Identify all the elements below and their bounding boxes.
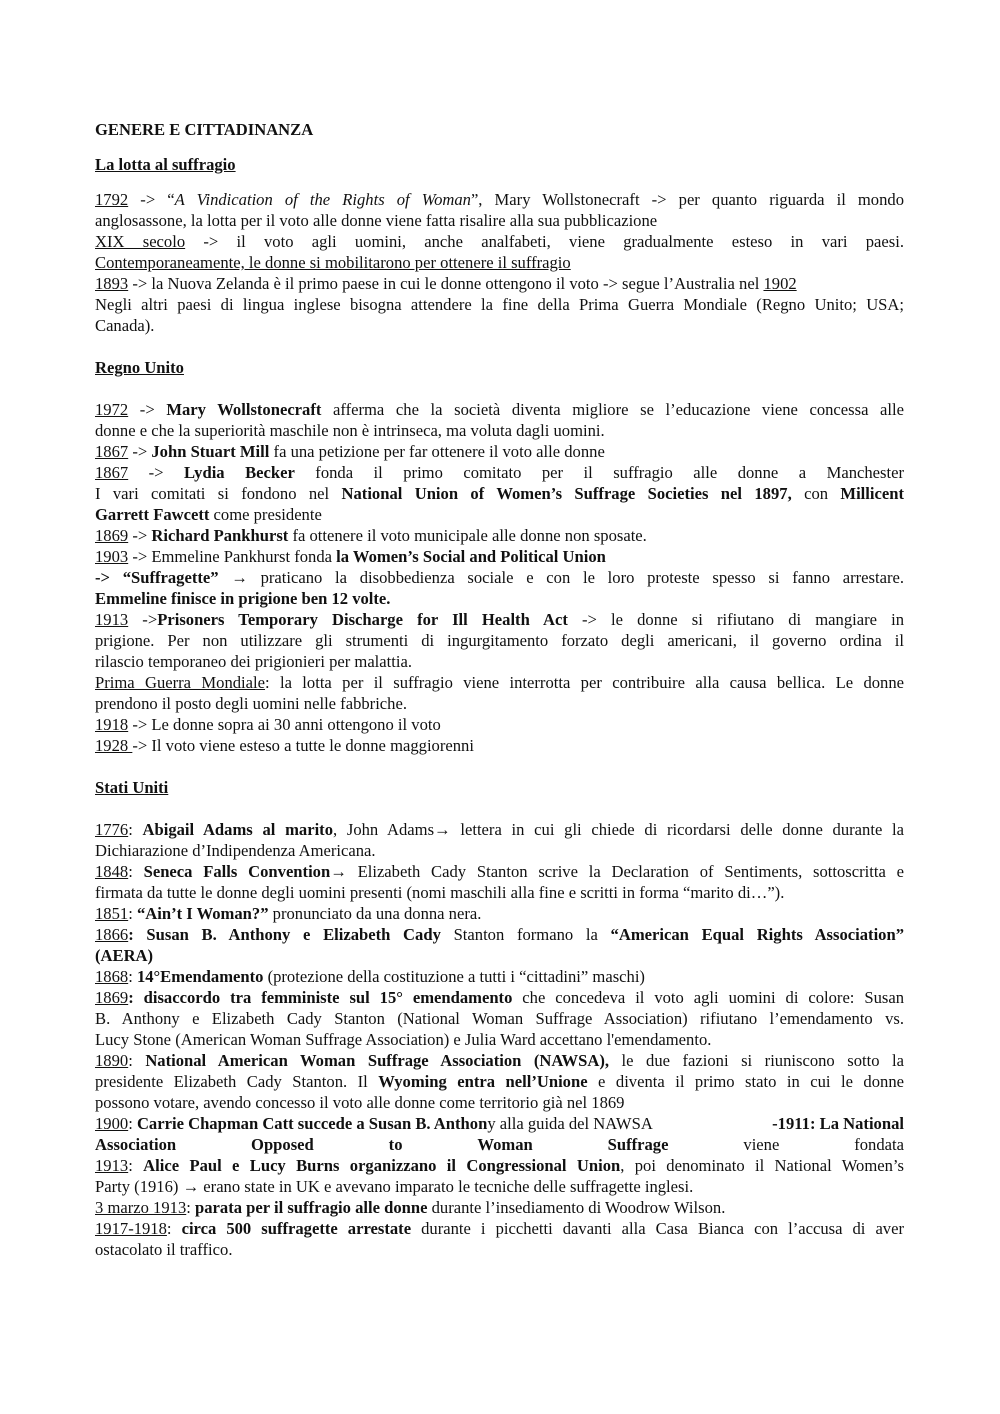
paragraph-line: XIX secolo -> il voto agli uomini, anche analfabeti, viene gradualmente esteso in vari paesi. — [95, 232, 904, 251]
paragraph-line: 1890: National American Woman Suffrage Association (NAWSA), le due fazioni si riuniscono sotto la — [95, 1051, 904, 1070]
paragraph-line: prigione. Per non utilizzare gli strumenti di ingurgitamento forzato degli americani, il governo ordina il — [95, 631, 904, 650]
paragraph-line: 1866: Susan B. Anthony e Elizabeth Cady Stanton formano la “American Equal Rights Association” — [95, 925, 905, 944]
paragraph-line: anglosassone, la lotta per il voto alle donne viene fatta risalire alla sua pubblicazione — [95, 211, 658, 230]
paragraph-line: 3 marzo 1913: parata per il suffragio alle donne durante l’insediamento di Woodrow Wilson. — [95, 1198, 726, 1217]
paragraph-line: 1867 -> Lydia Becker fonda il primo comitato per il suffragio alle donne a Manchester — [95, 463, 904, 482]
paragraph-line: possono votare, avendo concesso il voto alle donne come territorio già nel 1869 — [95, 1093, 625, 1112]
paragraph-line: 1913 ->Prisoners Temporary Discharge for Ill Health Act -> le donne si rifiutano di mangiare in — [95, 610, 905, 629]
paragraph-line: presidente Elizabeth Cady Stanton. Il Wyoming entra nell’Unione e diventa il primo stato in cui le donne — [95, 1072, 904, 1091]
paragraph-line: -> “Suffragette” → praticano la disobbedienza sociale e con le loro proteste spesso si fanno arrestare. — [95, 568, 904, 587]
paragraph-line: 1792 -> “A Vindication of the Rights of Woman”, Mary Wollstonecraft -> per quanto riguarda il mondo — [95, 190, 904, 209]
paragraph-line: Lucy Stone (American Woman Suffrage Association) e Julia Ward accettano l'emendamento. — [95, 1030, 712, 1049]
paragraph-line: 1918 -> Le donne sopra ai 30 anni ottengono il voto — [95, 715, 441, 734]
paragraph-line: B. Anthony e Elizabeth Cady Stanton (National Woman Suffrage Association) rifiutano l’emendamento vs. — [95, 1009, 904, 1028]
paragraph-line: ostacolato il traffico. — [95, 1240, 233, 1259]
paragraph-line: 1869: disaccordo tra femministe sul 15° emendamento che concedeva il voto agli uomini di colore: Susan — [95, 988, 904, 1007]
paragraph-line: 1903 -> Emmeline Pankhurst fonda la Women’s Social and Political Union — [95, 547, 606, 566]
paragraph-line: firmata da tutte le donne degli uomini presenti (nomi maschili alla fine e scritti in forma “marito di…”). — [95, 883, 785, 902]
paragraph-line: 1893 -> la Nuova Zelanda è il primo paese in cui le donne ottengono il voto -> segue l’Australia nel 1902 — [95, 274, 797, 293]
paragraph-line: rilascio temporaneo dei prigionieri per malattia. — [95, 652, 413, 671]
document-title: GENERE E CITTADINANZA — [95, 120, 314, 139]
paragraph-line: 1869 -> Richard Pankhurst fa ottenere il voto municipale alle donne non sposate. — [95, 526, 647, 545]
paragraph-line: 1972 -> Mary Wollstonecraft afferma che la società diventa migliore se l’educazione viene concessa alle — [95, 400, 904, 419]
paragraph-line: 1900: Carrie Chapman Catt succede a Susan B. Anthony alla guida del NAWSA -1911: La National — [95, 1114, 904, 1133]
paragraph-line: Negli altri paesi di lingua inglese bisogna attendere la fine della Prima Guerra Mondiale (Regno Unito; USA; — [95, 295, 904, 314]
paragraph-line: 1776: Abigail Adams al marito, John Adams→ lettera in cui gli chiede di ricordarsi delle donne durante la — [95, 820, 904, 839]
document-body — [95, 119, 904, 1260]
paragraph-line: Dichiarazione d’Indipendenza Americana. — [95, 841, 376, 860]
paragraph-line: Emmeline finisce in prigione ben 12 volte. — [95, 589, 391, 608]
section-heading-regno-unito: Regno Unito — [95, 358, 184, 377]
paragraph-line: Party (1916) → erano state in UK e avevano imparato le tecniche delle suffragette inglesi. — [95, 1177, 694, 1196]
paragraph-line: I vari comitati si fondono nel National Union of Women’s Suffrage Societies nel 1897, con Millicent — [95, 484, 904, 503]
paragraph-line: Prima Guerra Mondiale: la lotta per il suffragio viene interrotta per contribuire alla causa bellica. Le donne — [95, 673, 905, 692]
paragraph-line: donne e che la superiorità maschile non è intrinseca, ma voluta dagli uomini. — [95, 421, 605, 440]
paragraph-line: (AERA) — [95, 946, 154, 965]
paragraph-line: 1851: “Ain’t I Woman?” pronunciato da una donna nera. — [95, 904, 482, 923]
paragraph-line: prendono il posto degli uomini nelle fabbriche. — [95, 694, 407, 713]
section-heading-stati-uniti: Stati Uniti — [95, 778, 169, 797]
paragraph-line: 1848: Seneca Falls Convention→ Elizabeth Cady Stanton scrive la Declaration of Sentiments, sottoscritta e — [95, 862, 904, 881]
paragraph-line: 1917-1918: circa 500 suffragette arrestate durante i picchetti davanti alla Casa Bianca con l’accusa di aver — [95, 1219, 904, 1238]
section-heading-lotta: La lotta al suffragio — [95, 155, 236, 174]
paragraph-line: Contemporaneamente, le donne si mobilitarono per ottenere il suffragio — [95, 253, 571, 272]
paragraph-line: 1867 -> John Stuart Mill fa una petizione per far ottenere il voto alle donne — [95, 442, 605, 461]
paragraph-line: 1868: 14°Emendamento (protezione della costituzione a tutti i “cittadini” maschi) — [95, 967, 645, 986]
paragraph-line: Association Opposed to Woman Suffrage viene fondata — [95, 1135, 904, 1154]
paragraph-line: Garrett Fawcett come presidente — [95, 505, 322, 524]
paragraph-line: 1913: Alice Paul e Lucy Burns organizzano il Congressional Union, poi denominato il National Women’s — [95, 1156, 904, 1175]
paragraph-line: 1928 -> Il voto viene esteso a tutte le donne maggiorenni — [95, 736, 474, 755]
paragraph-line: Canada). — [95, 316, 155, 335]
